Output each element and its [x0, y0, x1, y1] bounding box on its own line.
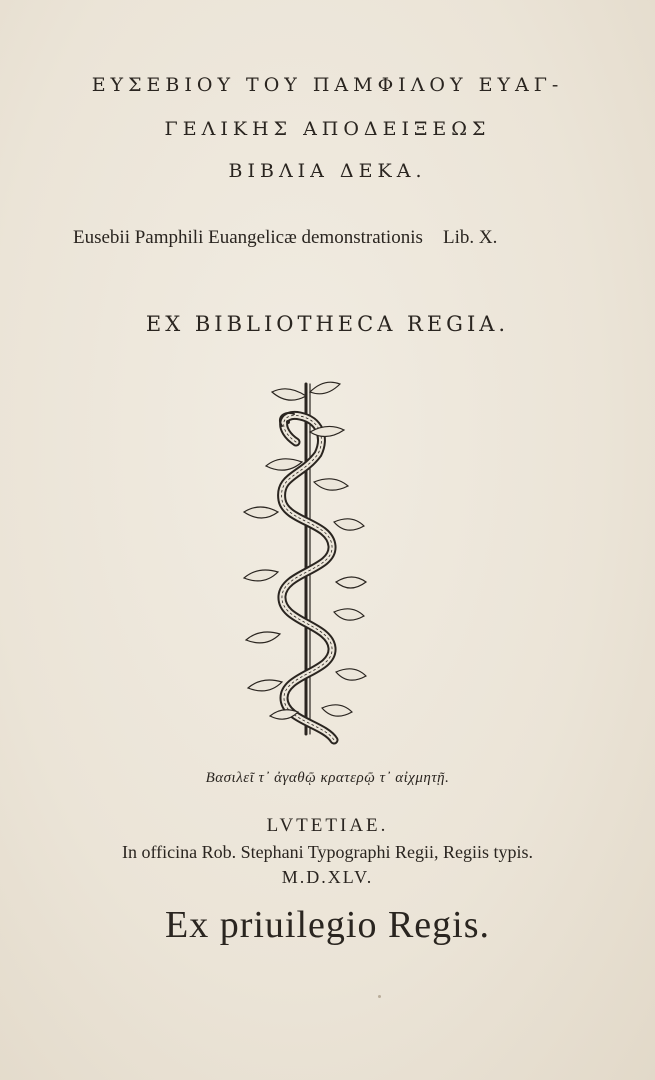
greek-title-line-2: ΓΕΛΙΚΗΣ ΑΠΟΔΕΙΞΕΩΣ — [164, 118, 491, 140]
paper-speck — [378, 995, 381, 998]
greek-title-line-3: ΒΙΒΛΙΑ ΔΕΚΑ. — [228, 160, 427, 182]
greek-title-line-1: ΕΥΣΕΒΙΟΥ ΤΟΥ ΠΑΜΦΙΛΟΥ ΕΥΑΓ- — [91, 74, 564, 96]
imprint-printer: In officina Rob. Stephani Typographi Regii, Regiis typis. — [121, 842, 534, 862]
imprint-city: LVTETIAE. — [266, 815, 389, 836]
imprint-year: M.D.XLV. — [281, 867, 374, 887]
latin-title — [73, 227, 523, 249]
royal-privilege: Ex priuilegio Regis. — [164, 904, 491, 946]
device-motto: Βασιλεῖ τ᾽ ἀγαθῷ κρατερῷ τ᾽ αἰχμητῇ. — [205, 770, 450, 786]
latin-title-text: Eusebii Pamphili Euangelicæ demonstrationis — [73, 227, 423, 248]
latin-book-count: Lib. X. — [443, 227, 498, 248]
library-mark: EX BIBLIOTHECA REGIA. — [145, 312, 510, 336]
serpent-entwined-olive-branch-icon — [238, 372, 368, 762]
